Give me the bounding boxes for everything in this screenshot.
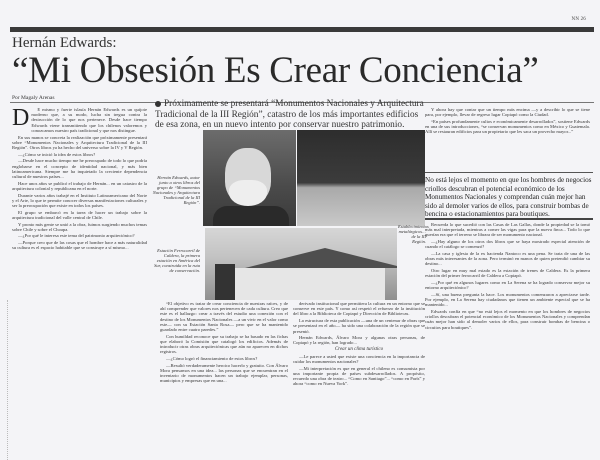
paragraph: Hernán Edwards, Álvaro Mora y algunas otras personas, de Copiapó y la región, han logrado... bbox=[293, 335, 425, 346]
fold-dotted-line bbox=[7, 300, 9, 460]
paragraph: Con humildad reconoce que su trabajo se ha basado en las fichas que elaboró la Comisión que catalogó los edificios. Además de introducir otras obras arquitectónicas que aún no aparecen en dichos registros. bbox=[160, 333, 288, 355]
suit-shape bbox=[213, 206, 289, 226]
column-left bbox=[12, 107, 147, 457]
paragraph: —¿Por qué en algunos lugares como en La Serena se ha logrado conservar mejor su entorno arquitectónico? bbox=[425, 280, 590, 291]
caption-portrait: Hernán Edwards, autor junto a otros libros del grupo de “Monumentos Nacionales y Arquitectura Tradicional de la III Región”. bbox=[152, 175, 200, 205]
paragraph: —Mi interpretación es que en general el chileno es consumista por una importante propia de países subdesarrollados. A propósito, recuerdo una obra de teatro... “Como en Santiago”... “como en París” y ahora “como en Nueva York”. bbox=[293, 365, 425, 387]
building-photo bbox=[205, 228, 397, 300]
paragraph: —La casa y iglesia de la ex hacienda Nantoco es una pena. Se trata de una de las obras más interesantes de la zona. Pero terminó en manos de quien pretendió cambiar su destino... bbox=[425, 251, 590, 267]
paragraph: Y pronto más gente se unió a la obra, fuimos surgiendo muchos temas sobre Chile y sobre el Choapa. bbox=[12, 221, 147, 232]
page-number: NN 26 bbox=[571, 17, 586, 22]
paragraph: “En países profundamente cultos e económicamente desarrollados”, sostiene Edwards en una de sus introducciones, “se conservan monumentos como en México y Guatemala. Allí se restauran edificios para un propietario que les saca un provecho mayor...” bbox=[425, 118, 590, 135]
column-right-bottom bbox=[425, 222, 590, 452]
paragraph: —Resultó verdaderamente heroico hacerlo y gratuito. Con Álvaro Mora pensamos en una idea... las personas que se encuentran en el inventario de monumentos hacen un trabajo ejemplar, personas, municipios y empresas que en una... bbox=[160, 362, 288, 384]
bullet-icon bbox=[155, 101, 161, 107]
paragraph: E mismo y fuerte islasía Hernán Edwards es un quijote moderno que, a su modo, lucha sin tregua contra la destrucción de lo que nos pertenece. Desde hace tiempo Edwards viene transmitiendo que los chilenos valoremos y conozcamos nuestro país tradicional y que nos distingue. bbox=[31, 107, 147, 133]
paragraph: Otro lugar en muy mal estado es la estación de trenes de Caldera. Es la primera estación del primer ferrocarril de Caldera a Copiapó. bbox=[425, 268, 590, 279]
top-rule bbox=[10, 27, 594, 32]
column-right-top bbox=[425, 107, 590, 169]
paragraph: “El objetivo es tratar de crear conciencia de nuestras raíces, y de ahí comprender que valores nos pertenecen de cada cultura. Creo que este es el hallazgo: crear a través del estudio una conexión con el destino de los Monumentos Nacionales —a un vivir en el valor como este— con su Estación Santa Rosa— pero que se ha mantenido guardado entre cuatro paredes.” bbox=[160, 301, 288, 333]
paragraph: —¿Cómo se inició la idea de estos libros? bbox=[18, 151, 96, 157]
drop-cap: D bbox=[12, 107, 30, 131]
door-shape bbox=[215, 264, 235, 300]
paragraph: —¿Cómo logró el financiamiento de estos libros? bbox=[166, 356, 258, 362]
paragraph: —Porque creo que de las cosas que el hombre hace a más naturalidad su cultura es el espacio habitable que se construye a sí mismo... bbox=[12, 240, 147, 251]
headline: “Mi Obsesión Es Crear Conciencia” bbox=[12, 50, 539, 91]
paragraph: —Le parece a usted que existe una conciencia en la importancia de cuidar los monumentos nacionales? bbox=[293, 353, 425, 365]
caption-landscape: Establecimientos metalúrgicos… de la III Región. bbox=[398, 224, 429, 244]
paragraph: —Sí, una buena pregunta la hace. Los monumentos comenzaron a apreciarse tarde. Por ejemplo, en La Serena hay ciudadanos que tienen un ambiente especial que se ha mantenido... bbox=[425, 291, 590, 308]
byline: Por Magaly Arenas bbox=[12, 95, 55, 101]
column-center-right bbox=[293, 301, 425, 456]
subheading: Crear un clima turístico bbox=[334, 347, 384, 353]
landscape-photo bbox=[297, 130, 425, 226]
paragraph: Durante varios años trabajé en el Instituto Latinoamericano del Norte y el Arte, lo que te permite conocer diversas manifestaciones culturales y ser la preocupación que existe en todos los países. bbox=[12, 192, 147, 208]
paragraph: Edwards confía en que “no está lejos el momento en que los hombres de negocios criollos descubran el potencial económico de los Monumentos Nacionales y comprendan cuán mejor han sido al demoler varios de ellos, para construir bombas de bencina o circuitos para boutiques”. bbox=[425, 309, 590, 330]
paragraph: —Desde hace mucho tiempo me he preocupado de todo lo que podría englobarse en el concepto de identidad nacional, y más bien latinoamericana. Siempre me ha inquietado la creciente dependencia cultural de nuestros países... bbox=[12, 158, 147, 179]
lead-summary bbox=[155, 99, 425, 131]
column-center-left bbox=[160, 301, 288, 456]
paragraph: La estructura de esta publicación —una de un centenar de obras que se presentará en el año— ha sido una colaboración de la región que se presentó. bbox=[293, 318, 425, 334]
pull-quote: No está lejos el momento en que los hombres de negocios criollos descubran el potencial económico de los Monumentos Nacionales y comprendan cuán mejor han sido al demoler varios de ellos, para construir bombas de bencina o estacionamientos para boutiques. bbox=[425, 172, 593, 219]
paragraph: —¿Hay alguno de los otros dos libros que se haya mostrado especial atención de cuando el catálogo se comenzó? bbox=[425, 239, 590, 250]
wall-shape bbox=[235, 268, 385, 300]
paragraph: Y ahora hay que contar que un tiempo más encima —y a describir lo que se tiene para, por ejemplo, llevar de regreso lugar Copiapó como la Ciudad. bbox=[425, 107, 590, 118]
paragraph: —¿Por qué le interesa este tema del patrimonio arquitectónico? bbox=[18, 233, 135, 239]
paragraph: En sus manos se concreta la realización que próximamente presentará sobre “Monumentos Nacionales y Arquitectura Tradicional de la III Región”. Otros libros ya ha hecho del universo sobre la IV y V Región. bbox=[12, 134, 147, 150]
lead-text: Próximamente se presentará “Monumentos Nacionales y Arquitectura Tradicional de la III Región”, catastro de los más importantes edificios de esa zona, en un nuevo intento por conservar nuestro patrimonio. bbox=[155, 99, 424, 130]
paragraph: derivado institucional que permitiera la cultura en un entorno que se conserve en este país. Y como así respetó el refuerzo de la institución del libro a la Biblioteca de Copiapó y Dirección de Bibliotecas. bbox=[293, 301, 425, 317]
paragraph: El grupo se embarcó en la tarea de hacer un trabajo sobre la arquitectura tradicional del valle central de Chile. bbox=[12, 209, 147, 220]
kicker: Hernán Edwards: bbox=[12, 35, 117, 51]
caption-building: Estación Ferrocarril de Caldera, la primera estación en América del Sur, construida en la ruta de conservación. bbox=[154, 248, 200, 273]
roof-shape bbox=[245, 248, 397, 268]
beard-shape bbox=[229, 180, 267, 206]
portrait-photo bbox=[203, 130, 296, 226]
pull-quote-rule bbox=[425, 218, 593, 220]
paragraph: Recuerda lo que sucedió con las Casas de Las Gallas, donde la propiedad se la tomó más mal interpretada, mientras a comer las vigas para que la nueva finca... Todo lo que querían era que el terreno se librara de ser monumento nacional. bbox=[425, 222, 590, 238]
paragraph: Hace unos años se publicó el trabajo de Hernán... en un catastro de la arquitectura colonial y republicana en el norte. bbox=[12, 180, 147, 191]
